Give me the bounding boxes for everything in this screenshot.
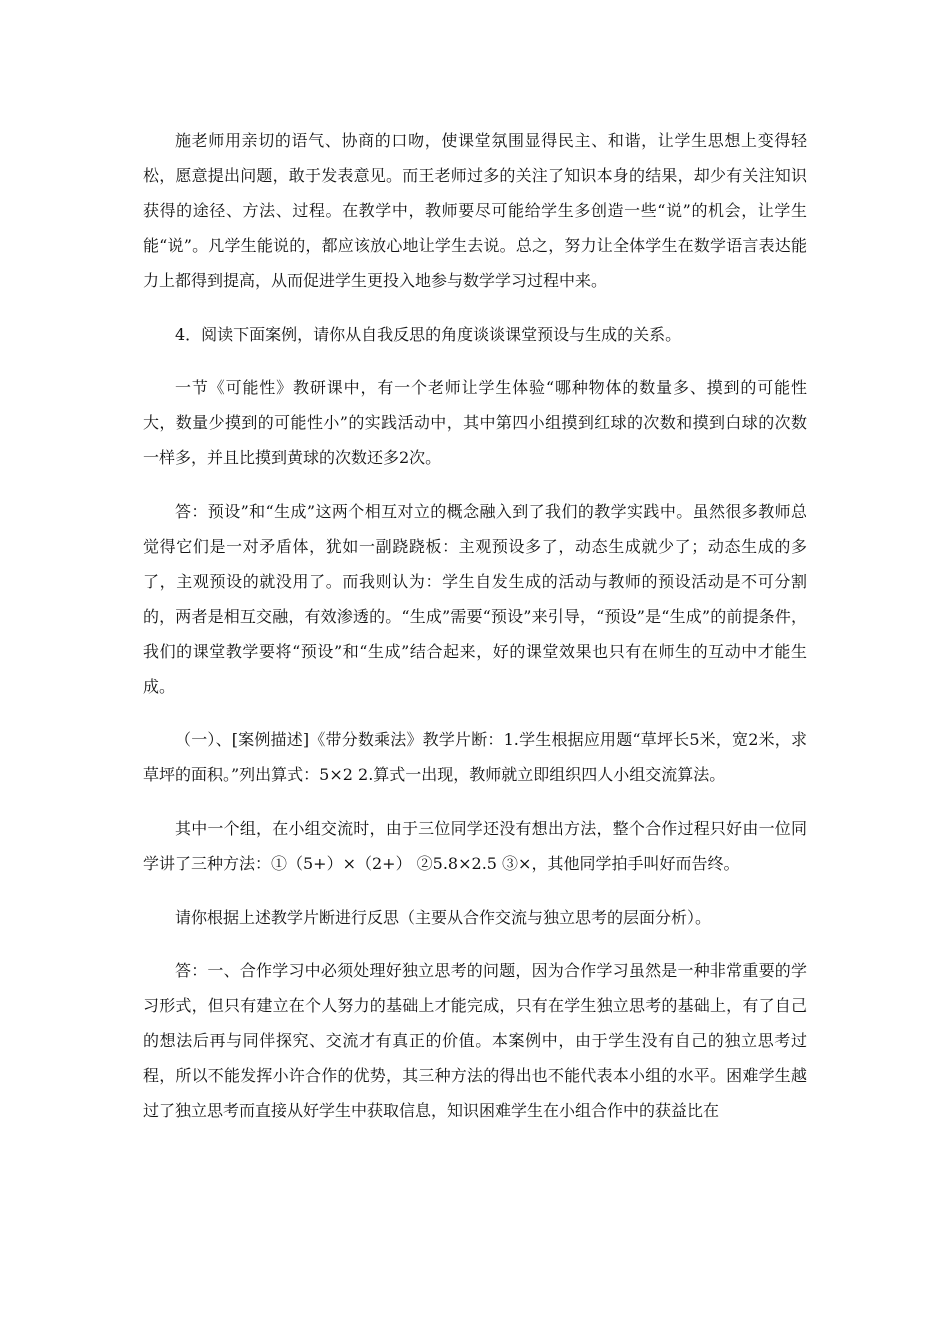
answer-cooperative-learning: 答：一、合作学习中必须处理好独立思考的问题，因为合作学习虽然是一种非常重要的学习形式，但只有建立在个人努力的基础上才能完成，只有在学生独立思考的基础上，有了自己的想法后再与同伴探究、交流才有真正的价值。本案例中，由于学生没有自己的独立思考过程，所以不能发挥小许合作的优势，其三种方法的得出也不能代表本小组的水平。困难学生越过了独立思考而直接从好学生中获取信息，知识困难学生在小组合作中的获益比在 bbox=[143, 961, 807, 1121]
paragraph-teacher-comparison: 施老师用亲切的语气、协商的口吻，使课堂氛围显得民主、和谐，让学生思想上变得轻松，愿意提出问题，敢于发表意见。而王老师过多的关注了知识本身的结果，却少有关注知识获得的途径、方法、过程。在教学中，教师要尽可能给学生多创造一些“说”的机会，让学生能“说”。凡学生能说的，都应该放心地让学生去说。总之，努力让全体学生在数学语言表达能力上都得到提高，从而促进学生更投入地参与数学学习过程中来。 bbox=[143, 131, 807, 290]
group-discussion-description: 其中一个组，在小组交流时，由于三位同学还没有想出方法，整个合作过程只好由一位同学讲了三种方法：①（5+）×（2+） ②5.8×2.5 ③×，其他同学拍手叫好而告终。 bbox=[143, 818, 807, 873]
answer-preset-and-generation: 答：预设”和“生成”这两个相互对立的概念融入到了我们的教学实践中。虽然很多教师总觉得它们是一对矛盾体，犹如一副跷跷板：主观预设多了，动态生成就少了；动态生成的多了，主观预设的就没用了。而我则认为：学生自发生成的活动与教师的预设活动是不可分割的，两者是相互交融，有效渗透的。“生成”需要“预设”来引导，“预设”是“生成”的前提条件，我们的课堂教学要将“预设”和“生成”结合起来，好的课堂效果也只有在师生的互动中才能生成。 bbox=[143, 501, 807, 696]
case-possibility-lesson: 一节《可能性》教研课中，有一个老师让学生体验“哪种物体的数量多、摸到的可能性大，数量少摸到的可能性小”的实践活动中，其中第四小组摸到红球的次数和摸到白球的次数一样多，并且比摸到黄球的次数还多2次。 bbox=[143, 378, 807, 468]
reflection-question: 请你根据上述教学片断进行反思（主要从合作交流与独立思考的层面分析）。 bbox=[175, 907, 712, 927]
document-page bbox=[143, 123, 807, 1147]
case-description-mixed-fraction: （一）、[案例描述]《带分数乘法》教学片断：1.学生根据应用题“草坪长5米，宽2米，求草坪的面积。”列出算式：5×2 2.算式一出现，教师就立即组织四人小组交流算法。 bbox=[143, 730, 807, 785]
question-4: 4．阅读下面案例，请你从自我反思的角度谈谈课堂预设与生成的关系。 bbox=[175, 324, 682, 344]
